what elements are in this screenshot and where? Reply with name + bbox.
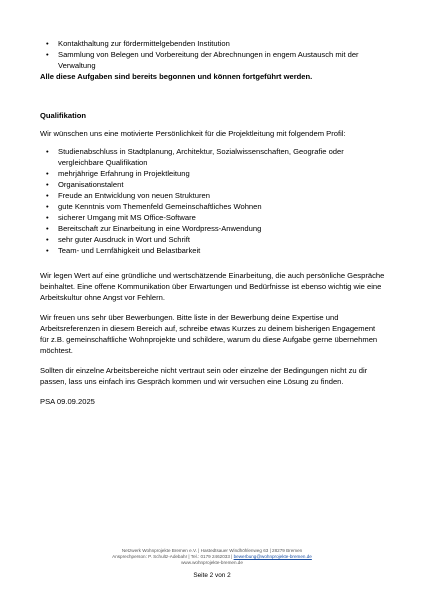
paragraph-contact: Sollten dir einzelne Arbeitsbereiche nicht vertraut sein oder einzelne der Bedingungen nicht zu dir passen, lass uns einfach ins Gespräch kommen und wir versuchen eine Lösung zu finden. [40,366,368,386]
qualification-list [40,146,386,256]
footer-contact-person: Ansprechperson: P. Schultz-Adebahr | Tel.: 0179 2462033 | [112,554,233,560]
footer-address: Netzwerk Wohnprojekte Bremen e.V. | Hastedtsauer Windhöhlenweg 63 | 28279 Bremen [121,548,303,553]
footer-email-link[interactable]: bewerbung@wohnprojekte-bremen.de [233,554,312,560]
paragraph-application: Wir freuen uns sehr über Bewerbungen. Bitte liste in der Bewerbung deine Expertise und Arbeitsreferenzen in diesem Bereich auf, schreibe etwas Kurzes zu deinem bisherigen Engagement für z.B. gemeinschaftliche Wohnprojekte und schildere, warum du diese Aufgabe gerne übernehmen möchtest. [40,313,378,355]
list-item: • sehr guter Ausdruck in Wort und Schrift [40,234,386,245]
page-footer [0,548,424,567]
list-item: • Sammlung von Belegen und Vorbereitung der Abrechnungen in engem Austausch mit der Verwaltung [40,49,386,71]
task-list [40,38,386,71]
list-item: • gute Kenntnis vom Themenfeld Gemeinschaftliches Wohnen [40,201,386,212]
signature: PSA 09.09.2025 [40,397,95,406]
paragraph-onboarding: Wir legen Wert auf eine gründliche und wertschätzende Einarbeitung, die auch persönliche Gespräche beinhaltet. Eine offene Kommunikation über Erwartungen und Bedürfnisse ist ebenso wichtig wie eine Arbeitskultur ohne Angst vor Fehlern. [40,271,385,302]
list-item: • Team- und Lernfähigkeit und Belastbarkeit [40,245,386,256]
page-content [40,38,386,407]
footer-website[interactable]: www.wohnprojekte-bremen.de [181,560,243,566]
list-item: • Kontakthaltung zur fördermittelgebenden Institution [40,38,386,49]
list-item: • Bereitschaft zur Einarbeitung in eine Wordpress-Anwendung [40,223,386,234]
qualification-intro: Wir wünschen uns eine motivierte Persönlichkeit für die Projektleitung mit folgendem Profil: [40,129,346,138]
list-item: • Freude an Entwicklung von neuen Strukturen [40,190,386,201]
section-heading-qualification: Qualifikation [40,111,86,120]
list-item: • mehrjährige Erfahrung in Projektleitung [40,168,386,179]
tasks-note: Alle diese Aufgaben sind bereits begonnen und können fortgeführt werden. [40,72,313,81]
list-item: • Studienabschluss in Stadtplanung, Architektur, Sozialwissenschaften, Geografie oder vergleichbare Qualifikation [40,146,386,168]
page-number: Seite 2 von 2 [193,572,231,579]
list-item: • sicherer Umgang mit MS Office-Software [40,212,386,223]
list-item: • Organisationstalent [40,179,386,190]
